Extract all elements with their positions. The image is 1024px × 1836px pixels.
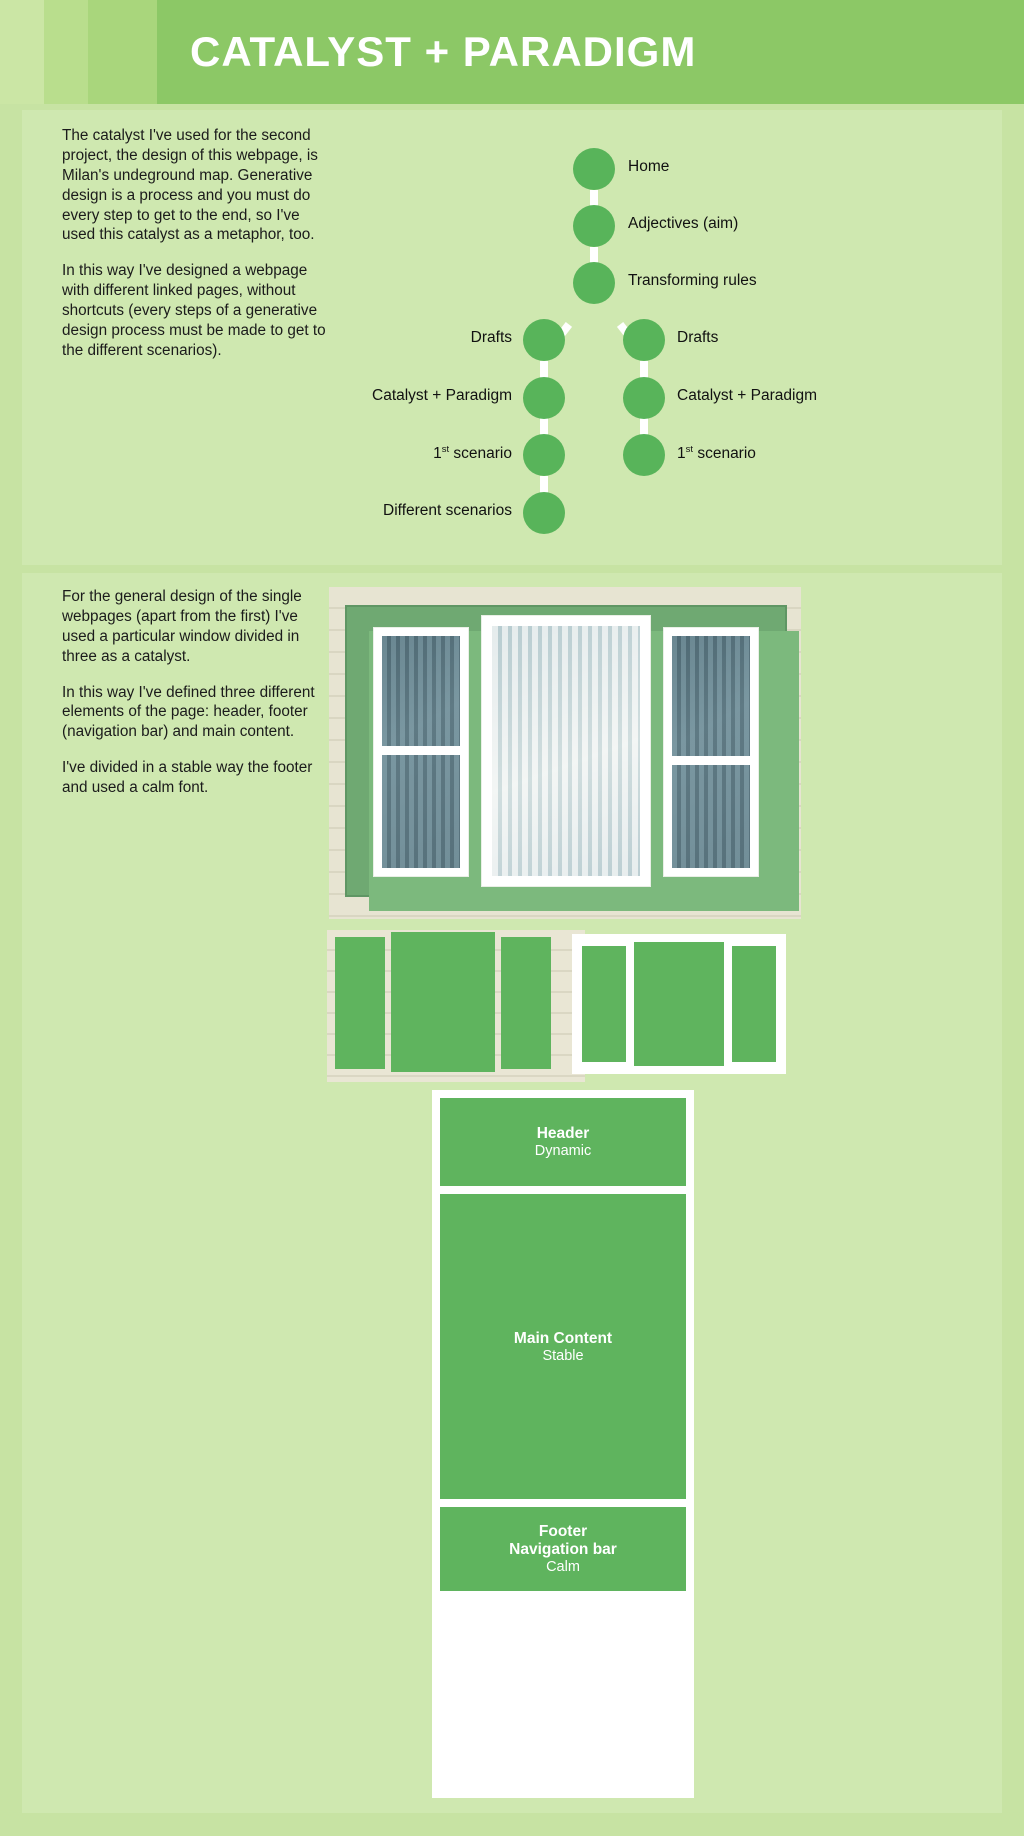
window-abstraction-photo — [327, 930, 585, 1082]
tree-node-home[interactable] — [573, 148, 615, 190]
bottom-panel — [22, 573, 1002, 1813]
header-bar — [157, 0, 1024, 104]
mock-header-subtitle: Dynamic — [534, 1143, 592, 1159]
mock-main-subtitle: Stable — [542, 1347, 584, 1364]
abstraction-photo-block-left — [335, 937, 385, 1069]
mock-main-title: Main Content — [513, 1329, 613, 1347]
bottom-paragraph-2: In this way I've defined three different elements of the page: header, footer (navigation bar) and main content. — [62, 683, 315, 741]
top-text-column — [62, 126, 330, 377]
tree-node-different-scenarios[interactable] — [523, 492, 565, 534]
window-muntin-right — [668, 756, 756, 765]
tree-node-drafts-right[interactable] — [623, 319, 665, 361]
header-stripe-3 — [88, 0, 157, 104]
mock-footer-subtitle: Calm — [546, 1559, 580, 1575]
abstraction-clean-block-center — [634, 942, 724, 1066]
header-band — [0, 0, 1024, 104]
abstraction-clean-block-left — [582, 946, 626, 1062]
window-glass-center — [492, 626, 640, 876]
mock-footer-block — [440, 1507, 686, 1591]
tree-node-drafts-left[interactable] — [523, 319, 565, 361]
window-sash-center — [481, 615, 651, 887]
top-panel — [22, 110, 1002, 565]
tree-label-scenario-right: 1st scenario — [677, 444, 756, 463]
abstraction-clean-block-right — [732, 946, 776, 1062]
bottom-paragraph-3: I've divided in a stable way the footer and used a calm font. — [62, 759, 313, 796]
mock-footer-title-2: Navigation bar — [509, 1541, 617, 1558]
mock-footer-title-1: Footer — [538, 1523, 588, 1540]
window-blinds-center — [492, 626, 640, 876]
window-photo — [329, 587, 801, 919]
tree-node-adjectives[interactable] — [573, 205, 615, 247]
tree-node-scenario-right[interactable] — [623, 434, 665, 476]
mock-main-block — [440, 1194, 686, 1499]
page-structure-mock — [432, 1090, 694, 1798]
abstraction-photo-block-right — [501, 937, 551, 1069]
header-stripe-2 — [44, 0, 88, 104]
window-glass-right — [672, 636, 750, 868]
tree-label-drafts-left: Drafts — [470, 329, 512, 346]
tree-node-transforming-rules[interactable] — [573, 262, 615, 304]
tree-node-catalyst-right[interactable] — [623, 377, 665, 419]
page-title: CATALYST + PARADIGM — [190, 28, 697, 75]
tree-label-adjectives: Adjectives (aim) — [628, 215, 739, 232]
top-paragraph-1: The catalyst I've used for the second project, the design of this webpage, is Milan's undeground map. Generative design is a process and you must do every step to get to the end, so I've used this catalyst as a metaphor, too. — [62, 127, 318, 244]
header-stripe-1 — [0, 0, 44, 104]
tree-node-catalyst-left[interactable] — [523, 377, 565, 419]
tree-label-home: Home — [628, 158, 670, 175]
mock-header-title: Header — [536, 1125, 590, 1142]
window-blinds-right — [672, 636, 750, 868]
bottom-paragraph-1: For the general design of the single webpages (apart from the first) I've used a particular window divided in three as a catalyst. — [62, 588, 302, 665]
bottom-text-column — [62, 587, 330, 814]
tree-label-catalyst-right: Catalyst + Paradigm — [677, 387, 817, 404]
tree-label-drafts-right: Drafts — [677, 329, 719, 346]
window-sash-right — [663, 627, 759, 877]
mock-header-block — [440, 1098, 686, 1186]
top-paragraph-2: In this way I've designed a webpage with different linked pages, without shortcuts (every steps of a generative design process must be made to get to the different scenarios). — [62, 262, 326, 359]
window-abstraction-clean — [572, 934, 786, 1074]
window-muntin-left — [378, 746, 466, 755]
site-map-tree-diagram — [352, 128, 972, 548]
abstraction-photo-block-center — [391, 932, 495, 1072]
window-sash-left — [373, 627, 469, 877]
tree-label-transforming-rules: Transforming rules — [628, 272, 757, 289]
tree-node-scenario-left[interactable] — [523, 434, 565, 476]
tree-label-catalyst-left: Catalyst + Paradigm — [372, 387, 512, 404]
tree-label-different-scenarios: Different scenarios — [383, 502, 512, 519]
tree-label-scenario-left: 1st scenario — [433, 444, 512, 463]
